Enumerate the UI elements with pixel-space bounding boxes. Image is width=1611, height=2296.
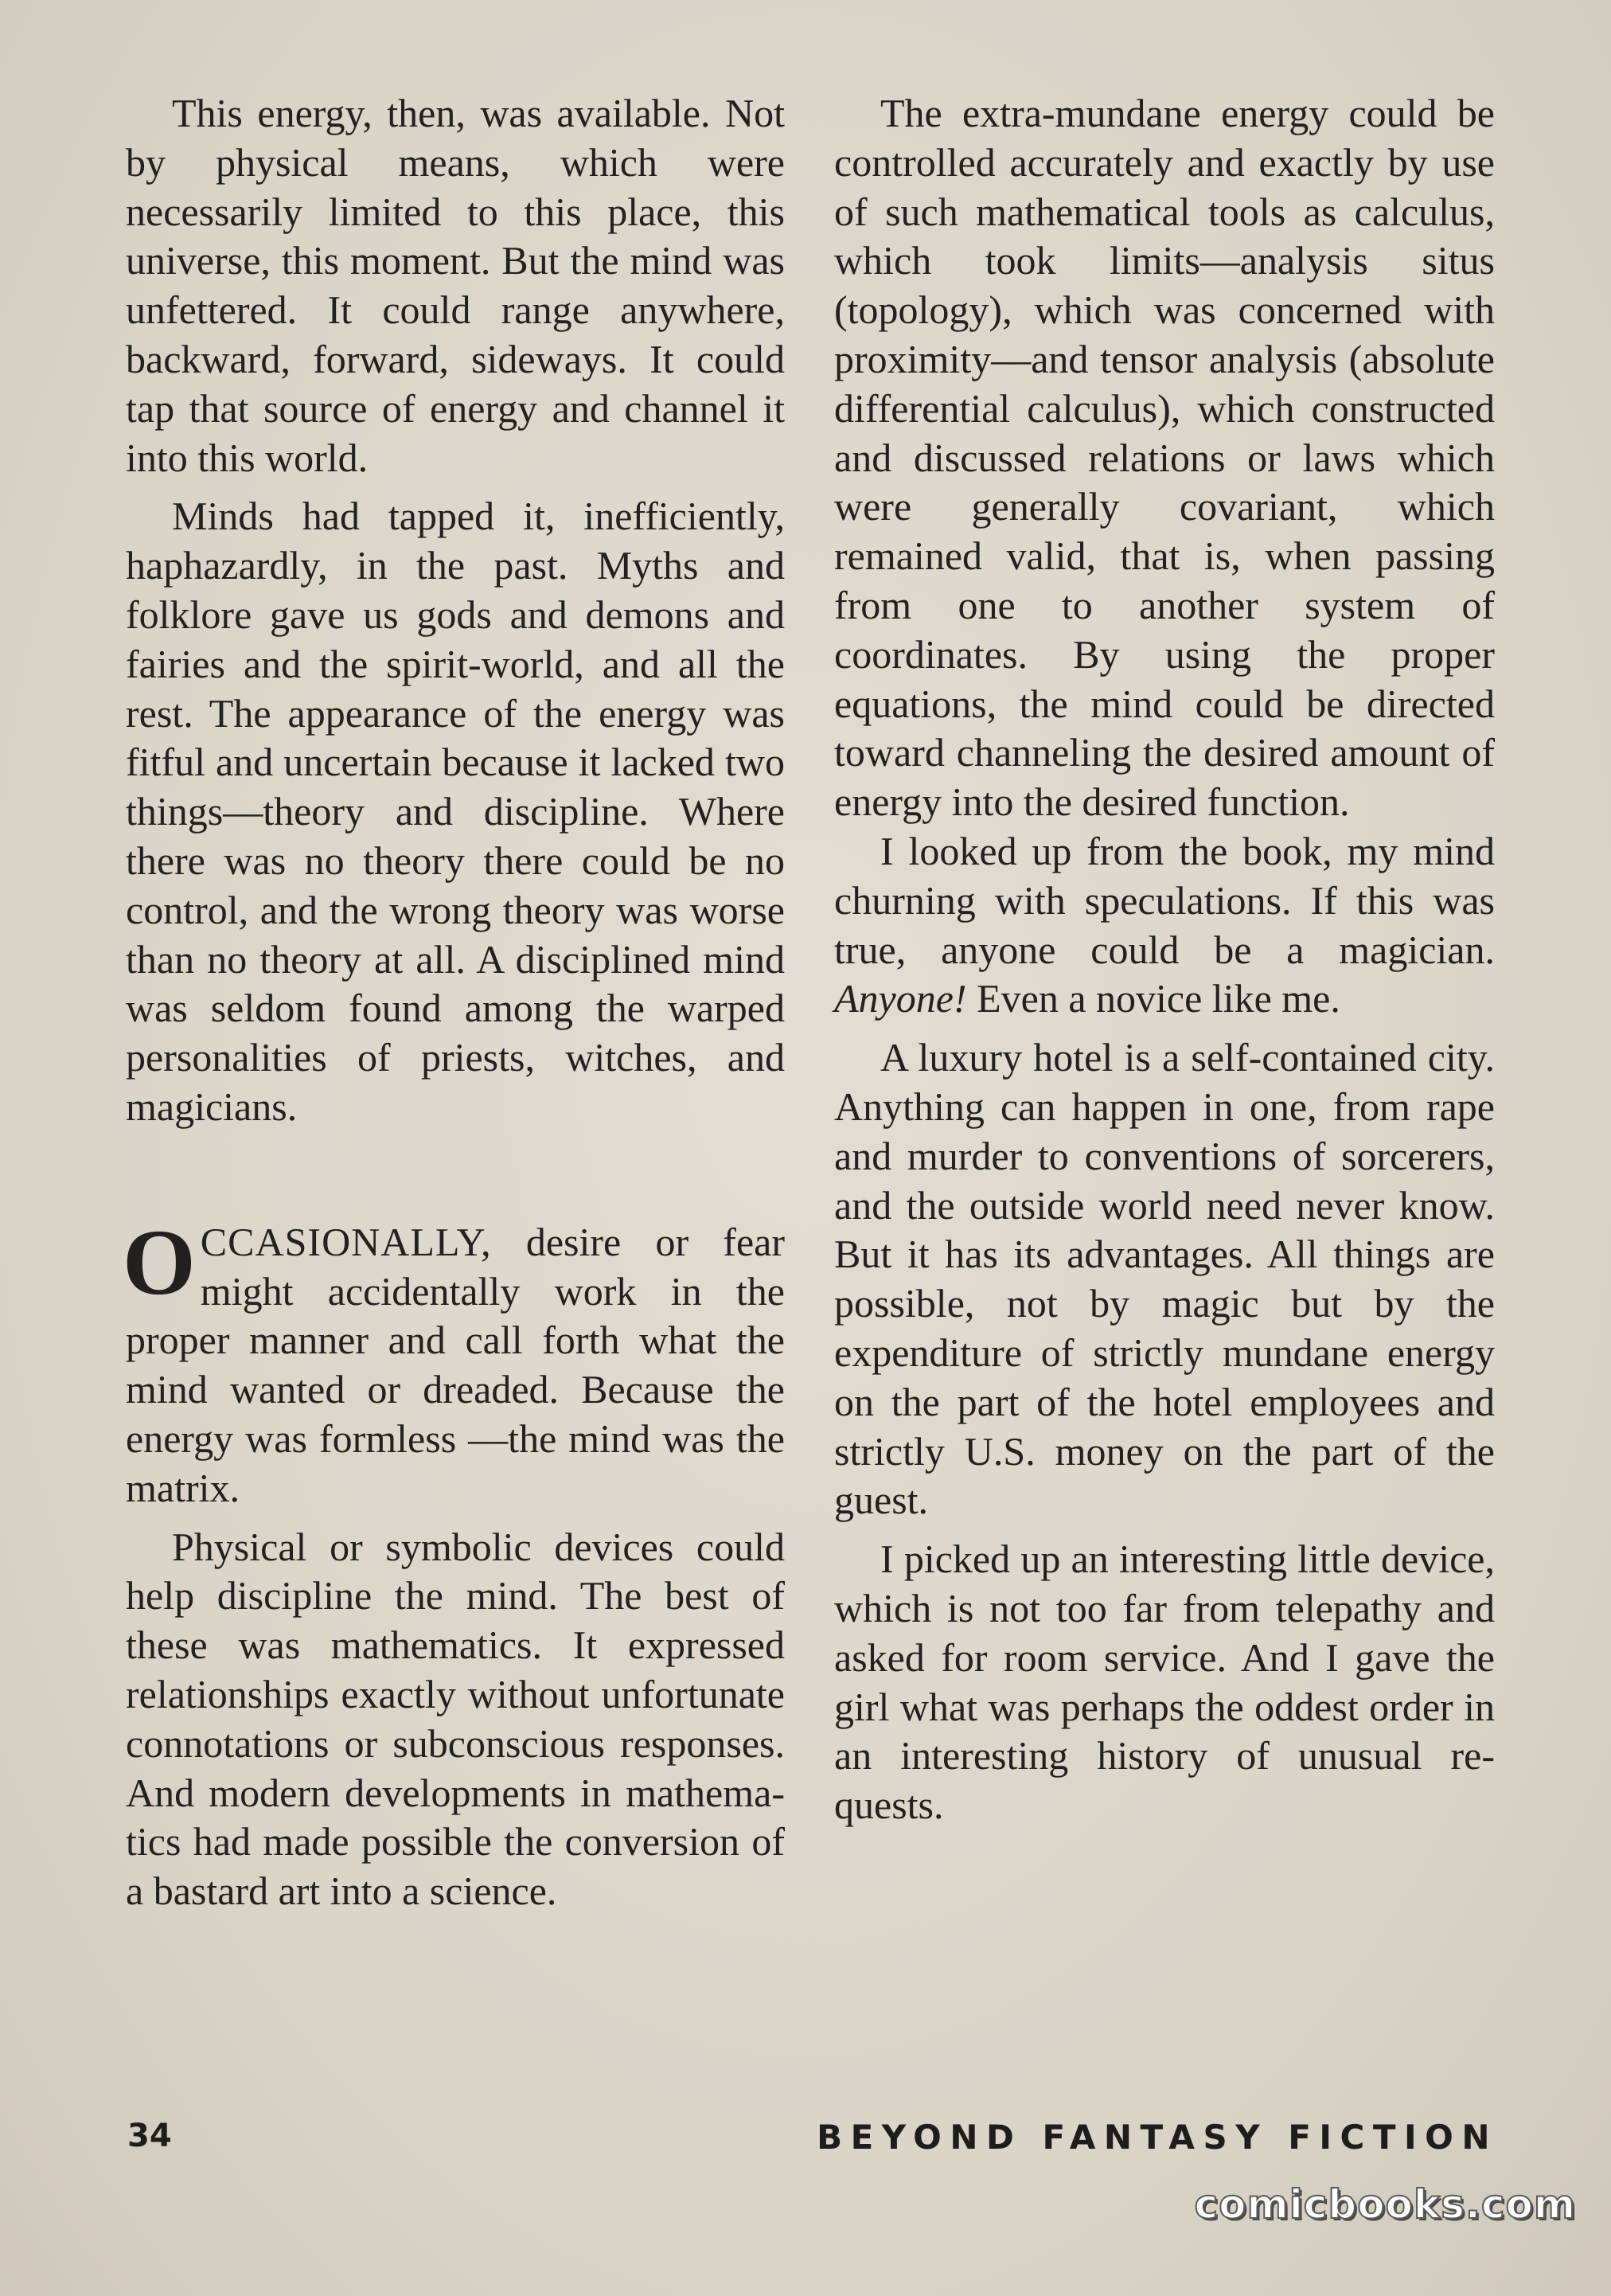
lead-in-caps: CCASIONALLY, <box>200 1219 492 1264</box>
watermark-logo: comicbooks.com <box>1194 2181 1576 2228</box>
paragraph: A luxury hotel is a self-contained city. Anything can happen in one, from rape and murder to conventions of sorcerers, and the outside world need never know. But it has its advantages. All things are possible, not by magic but by the expenditure of strictly mundane energy on the part of the hotel employees and strictly U.S. money on the part of the guest. <box>834 1035 1495 1523</box>
paragraph-text: desire or fear might accidentally work in the proper manner and call forth what the mind wanted or dreaded. Because the energy was formless —the mind was the matrix. <box>126 1219 785 1510</box>
left-column <box>123 89 785 1916</box>
paragraph: I picked up an interesting little device, which is not too far from telepathy and asked for room service. And I gave the girl what was perhaps the oddest order in an interesting history of unusual requests. <box>834 1537 1495 1828</box>
paragraph: Minds had tapped it, inefficiently, haphazardly, in the past. Myths and folklore gave us gods and demons and fairies and the spirit-world, and all the rest. The appearance of the energy was fitful and uncertain because it lacked two things—theory and discipline. Where there was no theory there could be no control, and the wrong theory was worse than no theory at all. A disciplined mind was seldom found among the warped personalities of priests, witches, and magicians. <box>126 494 785 1129</box>
section-opening-paragraph <box>123 1209 785 1513</box>
paragraph <box>834 827 1495 1024</box>
paragraph: The extra-mundane energy could be controlled accurately and exactly by use of such mathematical tools as calculus, which took limits—analysis situs (topology), which was concerned with proximity—and tensor analysis (absolute differential calculus), which constructed and discussed relations or laws which were generally covariant, which remained valid, that is, when passing from one to another system of coordinates. By using the proper equations, the mind could be directed toward channeling the desired amount of energy into the desired function. <box>834 91 1495 825</box>
paragraph-text: I looked up from the book, my mind churning with speculations. If this was true, anyone could be a magician. <box>834 828 1495 972</box>
drop-cap: O <box>123 1209 196 1314</box>
magazine-title: BEYOND FANTASY FICTION <box>817 2118 1498 2157</box>
paragraph: Physical or symbolic devices could help discipline the mind. The best of these was mathematics. It expressed relationships exactly without unfortunate connotations or subconscious responses. And modern developments in mathematics had made possible the conversion of a bastard art into a science. <box>126 1524 785 1914</box>
page-number: 34 <box>127 2118 172 2154</box>
paragraph-text: Even a novice like me. <box>977 976 1340 1021</box>
paragraph: This energy, then, was available. Not by physical means, which were necessarily limited to this place, this universe, this moment. But the mind was unfettered. It could range anywhere, backward, forward, sideways. It could tap that source of energy and channel it into this world. <box>126 91 785 480</box>
right-column <box>834 89 1495 1830</box>
emphasis-text: Anyone! <box>834 976 967 1021</box>
